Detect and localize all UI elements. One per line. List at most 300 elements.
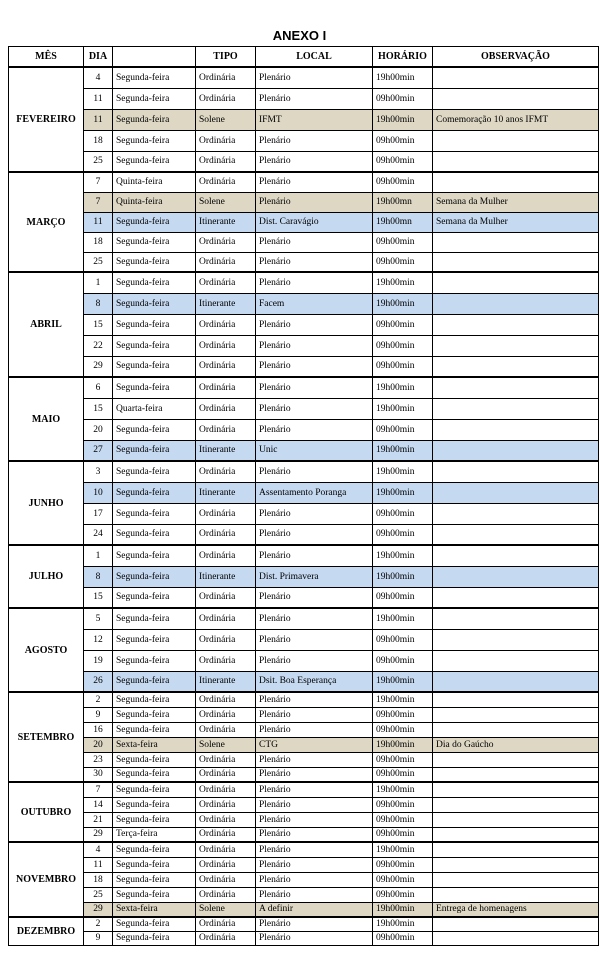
header-local: LOCAL — [256, 47, 373, 68]
location-cell: Plenário — [256, 872, 373, 887]
location-cell: Dist. Caravágio — [256, 212, 373, 232]
day-cell: 11 — [84, 109, 113, 130]
time-cell: 09h00min — [373, 767, 433, 782]
observation-cell — [433, 482, 599, 503]
day-cell: 17 — [84, 503, 113, 524]
observation-cell: Entrega de homenagens — [433, 902, 599, 917]
table-row — [9, 356, 599, 377]
time-cell: 19h00min — [373, 608, 433, 629]
observation-cell — [433, 566, 599, 587]
location-cell: Plenário — [256, 797, 373, 812]
location-cell: Plenário — [256, 461, 373, 482]
observation-cell — [433, 503, 599, 524]
table-row — [9, 252, 599, 272]
table-row — [9, 857, 599, 872]
weekday-cell: Segunda-feira — [113, 692, 196, 707]
weekday-cell: Segunda-feira — [113, 767, 196, 782]
type-cell: Ordinária — [196, 812, 256, 827]
type-cell: Ordinária — [196, 692, 256, 707]
location-cell: Plenário — [256, 827, 373, 842]
day-cell: 30 — [84, 767, 113, 782]
time-cell: 09h00min — [373, 419, 433, 440]
time-cell: 09h00min — [373, 314, 433, 335]
location-cell: Assentamento Poranga — [256, 482, 373, 503]
observation-cell — [433, 587, 599, 608]
table-row — [9, 377, 599, 398]
observation-cell — [433, 931, 599, 945]
observation-cell — [433, 782, 599, 797]
weekday-cell: Segunda-feira — [113, 272, 196, 293]
time-cell: 19h00min — [373, 482, 433, 503]
weekday-cell: Segunda-feira — [113, 608, 196, 629]
day-cell: 15 — [84, 587, 113, 608]
day-cell: 7 — [84, 172, 113, 192]
observation-cell — [433, 88, 599, 109]
location-cell: Dist. Primavera — [256, 566, 373, 587]
table-row — [9, 842, 599, 857]
weekday-cell: Segunda-feira — [113, 707, 196, 722]
observation-cell — [433, 461, 599, 482]
time-cell: 19h00min — [373, 782, 433, 797]
time-cell: 19h00min — [373, 377, 433, 398]
day-cell: 20 — [84, 737, 113, 752]
observation-cell — [433, 524, 599, 545]
table-row — [9, 293, 599, 314]
location-cell: Plenário — [256, 67, 373, 88]
weekday-cell: Segunda-feira — [113, 88, 196, 109]
day-cell: 2 — [84, 692, 113, 707]
table-row — [9, 566, 599, 587]
table-row — [9, 440, 599, 461]
weekday-cell: Segunda-feira — [113, 857, 196, 872]
weekday-cell: Segunda-feira — [113, 293, 196, 314]
weekday-cell: Segunda-feira — [113, 232, 196, 252]
table-row — [9, 650, 599, 671]
time-cell: 09h00min — [373, 151, 433, 172]
time-cell: 19h00min — [373, 109, 433, 130]
table-row — [9, 671, 599, 692]
day-cell: 2 — [84, 917, 113, 931]
day-cell: 18 — [84, 872, 113, 887]
observation-cell — [433, 722, 599, 737]
location-cell: Plenário — [256, 752, 373, 767]
table-row — [9, 461, 599, 482]
month-cell: AGOSTO — [9, 608, 84, 692]
weekday-cell: Terça-feira — [113, 827, 196, 842]
observation-cell — [433, 314, 599, 335]
weekday-cell: Segunda-feira — [113, 629, 196, 650]
schedule-table — [8, 46, 599, 946]
weekday-cell: Segunda-feira — [113, 335, 196, 356]
header-weekday — [113, 47, 196, 68]
weekday-cell: Segunda-feira — [113, 482, 196, 503]
day-cell: 11 — [84, 857, 113, 872]
time-cell: 19h00mn — [373, 192, 433, 212]
time-cell: 09h00min — [373, 335, 433, 356]
table-row — [9, 797, 599, 812]
day-cell: 4 — [84, 67, 113, 88]
table-row — [9, 931, 599, 945]
header-dia: DIA — [84, 47, 113, 68]
time-cell: 19h00min — [373, 398, 433, 419]
location-cell: Plenário — [256, 842, 373, 857]
day-cell: 1 — [84, 545, 113, 566]
table-row — [9, 172, 599, 192]
location-cell: Plenário — [256, 252, 373, 272]
location-cell: Plenário — [256, 524, 373, 545]
type-cell: Ordinária — [196, 872, 256, 887]
location-cell: Dsit. Boa Esperança — [256, 671, 373, 692]
weekday-cell: Segunda-feira — [113, 377, 196, 398]
observation-cell — [433, 335, 599, 356]
time-cell: 19h00min — [373, 293, 433, 314]
location-cell: Plenário — [256, 335, 373, 356]
day-cell: 22 — [84, 335, 113, 356]
location-cell: Plenário — [256, 608, 373, 629]
time-cell: 09h00min — [373, 650, 433, 671]
type-cell: Itinerante — [196, 293, 256, 314]
time-cell: 19h00min — [373, 461, 433, 482]
type-cell: Ordinária — [196, 151, 256, 172]
observation-cell — [433, 692, 599, 707]
location-cell: Plenário — [256, 130, 373, 151]
time-cell: 09h00min — [373, 503, 433, 524]
day-cell: 14 — [84, 797, 113, 812]
weekday-cell: Segunda-feira — [113, 650, 196, 671]
observation-cell — [433, 172, 599, 192]
weekday-cell: Segunda-feira — [113, 151, 196, 172]
weekday-cell: Segunda-feira — [113, 931, 196, 945]
type-cell: Ordinária — [196, 272, 256, 293]
location-cell: Unic — [256, 440, 373, 461]
weekday-cell: Segunda-feira — [113, 212, 196, 232]
location-cell: Facem — [256, 293, 373, 314]
location-cell: Plenário — [256, 782, 373, 797]
table-row — [9, 151, 599, 172]
observation-cell — [433, 377, 599, 398]
location-cell: Plenário — [256, 650, 373, 671]
type-cell: Ordinária — [196, 752, 256, 767]
table-row — [9, 88, 599, 109]
month-cell: FEVEREIRO — [9, 67, 84, 172]
time-cell: 19h00min — [373, 566, 433, 587]
observation-cell — [433, 252, 599, 272]
day-cell: 26 — [84, 671, 113, 692]
time-cell: 09h00min — [373, 931, 433, 945]
observation-cell — [433, 650, 599, 671]
day-cell: 8 — [84, 293, 113, 314]
month-cell: OUTUBRO — [9, 782, 84, 842]
location-cell: A definir — [256, 902, 373, 917]
document-title: ANEXO I — [272, 28, 327, 43]
observation-cell — [433, 767, 599, 782]
table-row — [9, 827, 599, 842]
location-cell: Plenário — [256, 192, 373, 212]
time-cell: 19h00min — [373, 671, 433, 692]
table-row — [9, 629, 599, 650]
location-cell: Plenário — [256, 587, 373, 608]
weekday-cell: Segunda-feira — [113, 67, 196, 88]
day-cell: 29 — [84, 902, 113, 917]
day-cell: 24 — [84, 524, 113, 545]
time-cell: 09h00min — [373, 629, 433, 650]
day-cell: 25 — [84, 887, 113, 902]
location-cell: Plenário — [256, 545, 373, 566]
type-cell: Ordinária — [196, 503, 256, 524]
type-cell: Ordinária — [196, 782, 256, 797]
table-row — [9, 272, 599, 293]
type-cell: Ordinária — [196, 931, 256, 945]
weekday-cell: Segunda-feira — [113, 566, 196, 587]
observation-cell — [433, 797, 599, 812]
day-cell: 18 — [84, 130, 113, 151]
time-cell: 19h00min — [373, 917, 433, 931]
location-cell: Plenário — [256, 272, 373, 293]
type-cell: Ordinária — [196, 398, 256, 419]
time-cell: 09h00min — [373, 356, 433, 377]
location-cell: Plenário — [256, 88, 373, 109]
table-row — [9, 109, 599, 130]
observation-cell — [433, 827, 599, 842]
day-cell: 16 — [84, 722, 113, 737]
type-cell: Itinerante — [196, 566, 256, 587]
location-cell: Plenário — [256, 629, 373, 650]
day-cell: 25 — [84, 252, 113, 272]
day-cell: 10 — [84, 482, 113, 503]
weekday-cell: Quarta-feira — [113, 398, 196, 419]
header-mes: MÊS — [9, 47, 84, 68]
table-row — [9, 67, 599, 88]
type-cell: Ordinária — [196, 461, 256, 482]
time-cell: 09h00min — [373, 722, 433, 737]
observation-cell — [433, 440, 599, 461]
type-cell: Ordinária — [196, 232, 256, 252]
table-row — [9, 335, 599, 356]
table-row — [9, 314, 599, 335]
month-cell: JUNHO — [9, 461, 84, 545]
location-cell: Plenário — [256, 707, 373, 722]
location-cell: Plenário — [256, 722, 373, 737]
day-cell: 25 — [84, 151, 113, 172]
time-cell: 09h00min — [373, 130, 433, 151]
location-cell: Plenário — [256, 917, 373, 931]
weekday-cell: Segunda-feira — [113, 722, 196, 737]
type-cell: Ordinária — [196, 827, 256, 842]
table-row — [9, 887, 599, 902]
table-row — [9, 767, 599, 782]
weekday-cell: Segunda-feira — [113, 356, 196, 377]
type-cell: Ordinária — [196, 419, 256, 440]
type-cell: Ordinária — [196, 587, 256, 608]
location-cell: Plenário — [256, 314, 373, 335]
time-cell: 19h00min — [373, 737, 433, 752]
type-cell: Ordinária — [196, 88, 256, 109]
type-cell: Solene — [196, 737, 256, 752]
time-cell: 19h00mn — [373, 212, 433, 232]
time-cell: 19h00min — [373, 272, 433, 293]
location-cell: Plenário — [256, 931, 373, 945]
table-row — [9, 482, 599, 503]
location-cell: Plenário — [256, 398, 373, 419]
day-cell: 1 — [84, 272, 113, 293]
day-cell: 15 — [84, 314, 113, 335]
day-cell: 9 — [84, 931, 113, 945]
header-observacao: OBSERVAÇÃO — [433, 47, 599, 68]
day-cell: 4 — [84, 842, 113, 857]
table-row — [9, 192, 599, 212]
observation-cell — [433, 608, 599, 629]
type-cell: Ordinária — [196, 857, 256, 872]
schedule-body — [9, 67, 599, 945]
weekday-cell: Segunda-feira — [113, 252, 196, 272]
time-cell: 09h00min — [373, 752, 433, 767]
type-cell: Ordinária — [196, 767, 256, 782]
location-cell: Plenário — [256, 503, 373, 524]
weekday-cell: Segunda-feira — [113, 842, 196, 857]
day-cell: 3 — [84, 461, 113, 482]
location-cell: Plenário — [256, 232, 373, 252]
type-cell: Ordinária — [196, 356, 256, 377]
observation-cell — [433, 917, 599, 931]
month-cell: NOVEMBRO — [9, 842, 84, 917]
type-cell: Ordinária — [196, 707, 256, 722]
type-cell: Ordinária — [196, 172, 256, 192]
location-cell: Plenário — [256, 151, 373, 172]
weekday-cell: Quinta-feira — [113, 192, 196, 212]
day-cell: 12 — [84, 629, 113, 650]
time-cell: 09h00min — [373, 172, 433, 192]
type-cell: Solene — [196, 109, 256, 130]
table-row — [9, 212, 599, 232]
month-cell: DEZEMBRO — [9, 917, 84, 945]
time-cell: 09h00min — [373, 707, 433, 722]
day-cell: 18 — [84, 232, 113, 252]
weekday-cell: Segunda-feira — [113, 314, 196, 335]
type-cell: Ordinária — [196, 130, 256, 151]
weekday-cell: Segunda-feira — [113, 782, 196, 797]
location-cell: IFMT — [256, 109, 373, 130]
observation-cell — [433, 293, 599, 314]
type-cell: Ordinária — [196, 608, 256, 629]
table-row — [9, 130, 599, 151]
table-row — [9, 692, 599, 707]
weekday-cell: Segunda-feira — [113, 545, 196, 566]
header-tipo: TIPO — [196, 47, 256, 68]
day-cell: 29 — [84, 356, 113, 377]
weekday-cell: Sexta-feira — [113, 737, 196, 752]
observation-cell — [433, 130, 599, 151]
time-cell: 19h00min — [373, 692, 433, 707]
type-cell: Ordinária — [196, 67, 256, 88]
type-cell: Ordinária — [196, 887, 256, 902]
type-cell: Ordinária — [196, 545, 256, 566]
observation-cell: Dia do Gaúcho — [433, 737, 599, 752]
table-row — [9, 737, 599, 752]
weekday-cell: Segunda-feira — [113, 461, 196, 482]
time-cell: 09h00min — [373, 587, 433, 608]
location-cell: Plenário — [256, 356, 373, 377]
location-cell: Plenário — [256, 812, 373, 827]
time-cell: 19h00min — [373, 67, 433, 88]
day-cell: 15 — [84, 398, 113, 419]
header-horario: HORÁRIO — [373, 47, 433, 68]
observation-cell — [433, 419, 599, 440]
location-cell: Plenário — [256, 887, 373, 902]
day-cell: 29 — [84, 827, 113, 842]
type-cell: Ordinária — [196, 252, 256, 272]
observation-cell: Semana da Mulher — [433, 212, 599, 232]
day-cell: 11 — [84, 88, 113, 109]
day-cell: 20 — [84, 419, 113, 440]
day-cell: 8 — [84, 566, 113, 587]
location-cell: CTG — [256, 737, 373, 752]
type-cell: Itinerante — [196, 440, 256, 461]
month-cell: SETEMBRO — [9, 692, 84, 782]
table-row — [9, 707, 599, 722]
location-cell: Plenário — [256, 419, 373, 440]
location-cell: Plenário — [256, 172, 373, 192]
time-cell: 19h00min — [373, 545, 433, 566]
time-cell: 19h00min — [373, 842, 433, 857]
type-cell: Ordinária — [196, 722, 256, 737]
type-cell: Ordinária — [196, 524, 256, 545]
table-row — [9, 752, 599, 767]
weekday-cell: Segunda-feira — [113, 587, 196, 608]
weekday-cell: Segunda-feira — [113, 917, 196, 931]
time-cell: 09h00min — [373, 812, 433, 827]
weekday-cell: Segunda-feira — [113, 524, 196, 545]
table-row — [9, 587, 599, 608]
observation-cell — [433, 857, 599, 872]
time-cell: 09h00min — [373, 88, 433, 109]
header-row — [9, 47, 599, 68]
observation-cell: Comemoração 10 anos IFMT — [433, 109, 599, 130]
day-cell: 5 — [84, 608, 113, 629]
day-cell: 7 — [84, 782, 113, 797]
location-cell: Plenário — [256, 767, 373, 782]
observation-cell: Semana da Mulher — [433, 192, 599, 212]
day-cell: 19 — [84, 650, 113, 671]
type-cell: Ordinária — [196, 797, 256, 812]
time-cell: 09h00min — [373, 797, 433, 812]
type-cell: Ordinária — [196, 917, 256, 931]
weekday-cell: Segunda-feira — [113, 440, 196, 461]
weekday-cell: Segunda-feira — [113, 752, 196, 767]
observation-cell — [433, 812, 599, 827]
type-cell: Ordinária — [196, 377, 256, 398]
observation-cell — [433, 887, 599, 902]
month-cell: ABRIL — [9, 272, 84, 377]
table-row — [9, 917, 599, 931]
observation-cell — [433, 67, 599, 88]
weekday-cell: Segunda-feira — [113, 671, 196, 692]
time-cell: 09h00min — [373, 887, 433, 902]
table-row — [9, 232, 599, 252]
observation-cell — [433, 707, 599, 722]
type-cell: Ordinária — [196, 650, 256, 671]
type-cell: Solene — [196, 192, 256, 212]
type-cell: Ordinária — [196, 314, 256, 335]
weekday-cell: Segunda-feira — [113, 419, 196, 440]
observation-cell — [433, 671, 599, 692]
observation-cell — [433, 872, 599, 887]
table-row — [9, 545, 599, 566]
month-cell: MAIO — [9, 377, 84, 461]
table-row — [9, 872, 599, 887]
weekday-cell: Segunda-feira — [113, 797, 196, 812]
observation-cell — [433, 356, 599, 377]
location-cell: Plenário — [256, 692, 373, 707]
